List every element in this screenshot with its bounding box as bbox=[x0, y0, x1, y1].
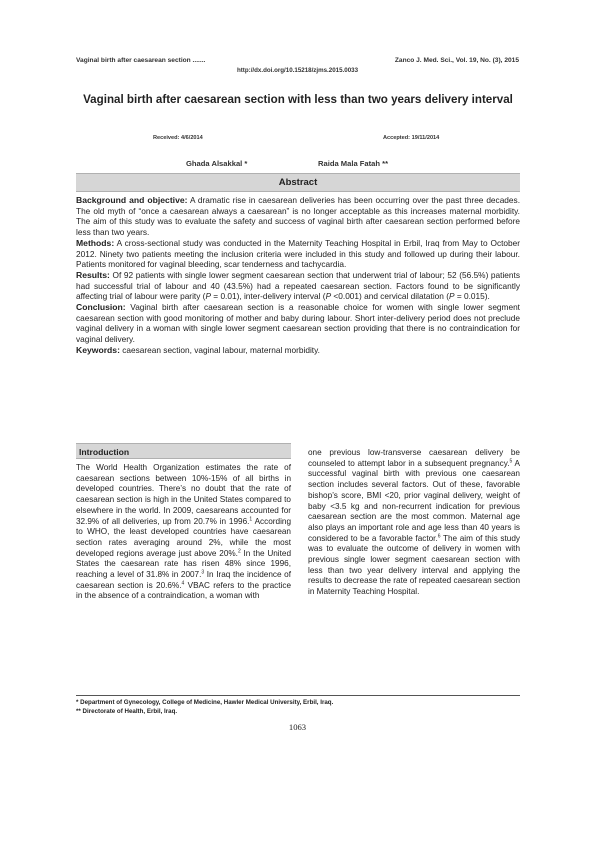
intro-text: VBAC refers to the practice in the absence of a contraindication, a woman with bbox=[76, 580, 291, 601]
citation-ref[interactable]: 6 bbox=[437, 532, 441, 539]
results-text-2: = 0.01), inter-delivery interval ( bbox=[210, 291, 326, 302]
abstract-heading: Abstract bbox=[76, 173, 520, 192]
intro-text: According to WHO, the least developed countries have caesarean section rates averaging around 2%, while the most developed regions average just above 20%. bbox=[76, 516, 292, 558]
abstract-conclusion bbox=[76, 302, 520, 345]
received-date: Received: 4/6/2014 bbox=[153, 135, 203, 141]
running-header-journal: Zanco J. Med. Sci., Vol. 19, No. (3), 2015 bbox=[394, 57, 519, 64]
page-number: 1063 bbox=[288, 722, 307, 732]
accepted-date: Accepted: 19/11/2014 bbox=[383, 135, 440, 141]
doi-link[interactable]: http://dx.doi.org/10.15218/zjms.2015.0033 bbox=[236, 67, 359, 74]
paper-title: Vaginal birth after caesarean section with less than two years delivery interval bbox=[83, 93, 513, 106]
citation-ref[interactable]: 5 bbox=[509, 457, 513, 464]
keywords-label: Keywords: bbox=[76, 344, 120, 355]
background-text: A dramatic rise in caesarean deliveries has been occurring over the past three decades. The old myth of “once a caesarean always a caesarean” is no longer acceptable as this increases maternal morbidity. The aim of this study was to evaluate the safety and success of vaginal birth after caesarean section performed before less than two years. bbox=[76, 195, 520, 238]
intro-paragraph-left bbox=[76, 463, 291, 602]
author-2: Raida Mala Fatah ** bbox=[318, 159, 389, 168]
methods-label: Methods: bbox=[76, 237, 115, 248]
abstract-results bbox=[76, 270, 520, 302]
intro-text: In the United States the caesarean rate has risen 48% since 1996, reaching a level of 31.8% in 2007. bbox=[76, 548, 292, 580]
results-text-3: <0.001) and cervical dilatation ( bbox=[331, 291, 449, 302]
intro-text: The aim of this study was to evaluate the outcome of delivery in women with previous single lower segment caesarean section with less than two year delivery interval and applying the results to decrease the rate of repeated caesarean section in Maternity Teaching Hospital. bbox=[308, 533, 520, 597]
abstract-background bbox=[76, 195, 520, 238]
intro-paragraph-right bbox=[308, 448, 520, 598]
footnote-2: ** Directorate of Health, Erbil, Iraq. bbox=[76, 708, 178, 715]
citation-ref[interactable]: 1 bbox=[249, 515, 253, 522]
introduction-column-left bbox=[76, 463, 291, 602]
intro-text: one previous low-transverse caesarean delivery be counseled to attempt labor in a subsequent pregnancy. bbox=[308, 448, 520, 468]
running-header-title: Vaginal birth after caesarean section ....... bbox=[76, 57, 206, 64]
citation-ref[interactable]: 3 bbox=[201, 569, 205, 576]
intro-text: The World Health Organization estimates the rate of caesarean sections between 10%-15% of all births in developed countries. There’s no doubt that the rate of caesarean section is high in the United States compared to elsewhere in the world. In 2009, caesareans accounted for 32.9% of all deliveries, up from 20.7% in 1996. bbox=[76, 463, 291, 526]
methods-text: A cross-sectional study was conducted in the Maternity Teaching Hospital in Erbil, Iraq from May to October 2012. Ninety two patients meeting the inclusion criteria were included in this study and followed up during their labour. Patients monitored for vaginal bleeding, scar tenderness and tachycardia. bbox=[76, 237, 520, 270]
intro-text: In Iraq the incidence of caesarean section is 20.6%. bbox=[76, 570, 291, 590]
conclusion-label: Conclusion: bbox=[76, 302, 126, 313]
p-symbol: P bbox=[448, 291, 455, 302]
background-label: Background and objective: bbox=[76, 195, 188, 205]
footnote-1: * Department of Gynecology, College of Medicine, Hawler Medical University, Erbil, Iraq. bbox=[76, 699, 334, 706]
results-text-4: = 0.015). bbox=[454, 291, 490, 302]
results-label: Results: bbox=[76, 269, 110, 280]
results-text-1: Of 92 patients with single lower segment caesarean section that underwent trial of labour; 52 (56.5%) patients had successful trial of labour and 40 (43.5%) had a repeated caesarean section. Factors found to be significantly affecting trial of labour were parity ( bbox=[76, 269, 520, 302]
introduction-column-right bbox=[308, 448, 520, 598]
abstract-keywords bbox=[76, 345, 520, 356]
citation-ref[interactable]: 4 bbox=[181, 580, 185, 586]
citation-ref[interactable]: 2 bbox=[237, 547, 241, 554]
intro-text: A successful vaginal birth with previous one caesarean section includes several factors. Out of these, favorable bishop’s score, BMI <20, prior vaginal delivery, weight of baby <3.5 kg and non-recurrent indication for previous caesarean section are the most common. Maternal age also plays an important role and age less than 40 years is considered to be a favorable factor. bbox=[308, 458, 520, 543]
p-symbol: P bbox=[205, 291, 211, 302]
conclusion-text: Vaginal birth after caesarean section is a reasonable choice for women with single lower segment caesarean section with good monitoring of mother and baby during labour. Short inter-delivery period does not preclude vaginal delivery in a woman with single lower segment caesarean section providing that there is no contraindication for vaginal delivery. bbox=[76, 302, 520, 345]
p-symbol: P bbox=[325, 291, 332, 302]
introduction-heading: Introduction bbox=[76, 443, 291, 459]
abstract-body bbox=[76, 195, 520, 356]
keywords-text: caesarean section, vaginal labour, maternal morbidity. bbox=[119, 344, 320, 355]
abstract-methods bbox=[76, 238, 520, 270]
author-1: Ghada Alsakkal * bbox=[186, 159, 248, 168]
footnote-divider bbox=[76, 695, 520, 696]
